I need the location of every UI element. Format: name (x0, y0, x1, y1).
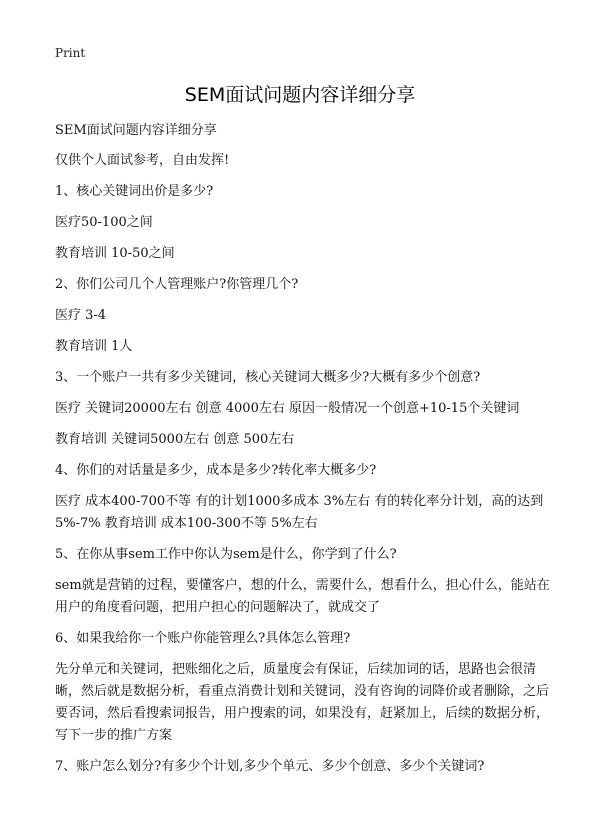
document-title: SEM面试问题内容详细分享 (184, 84, 416, 106)
question-3: 3、一个账户一共有多少关键词，核心关键词大概多少?大概有多少个创意? (55, 370, 481, 385)
answer-3-education: 教育培训 关键词5000左右 创意 500左右 (55, 432, 295, 447)
question-5: 5、在你从事sem工作中你认为sem是什么，你学到了什么? (55, 547, 397, 562)
question-2: 2、你们公司几个人管理账户?你管理几个? (55, 277, 299, 292)
answer-5: sem就是营销的过程，要懂客户，想的什么，需要什么，想看什么，担心什么，能站在用户的角度看问题，把用户担心的问题解决了，就成交了 (55, 578, 550, 615)
answer-1-medical: 医疗50-100之间 (55, 215, 153, 230)
print-label: Print (55, 46, 86, 60)
question-1: 1、核心关键词出价是多少? (55, 184, 214, 199)
question-7: 7、账户怎么划分?有多少个计划,多少个单元、多少个创意、多少个关键词? (55, 759, 485, 774)
answer-2-medical: 医疗 3-4 (55, 308, 107, 323)
intro-paragraph: 仅供个人面试参考，自由发挥! (55, 153, 230, 168)
subtitle-paragraph: SEM面试问题内容详细分享 (55, 123, 217, 138)
answer-3-medical: 医疗 关键词20000左右 创意 4000左右 原因一般情况一个创意+10-15个关键词 (55, 401, 520, 416)
document-body (55, 120, 555, 787)
answer-2-education: 教育培训 1人 (55, 339, 133, 354)
answer-1-education: 教育培训 10-50之间 (55, 246, 175, 261)
answer-6: 先分单元和关键词，把账细化之后，质量度会有保证，后续加词的话，思路也会很清晰，然后就是数据分析，看重点消费计划和关键词，没有咨询的词降价或者删除，之后要否词，然后看搜索词报告，用户搜索的词，如果没有，赶紧加上，后续的数据分析，写下一步的推广方案 (55, 662, 550, 743)
question-6: 6、如果我给你一个账户你能管理么?具体怎么管理? (55, 631, 351, 646)
question-4: 4、你们的对话量是多少，成本是多少?转化率大概多少? (55, 463, 377, 478)
answer-4: 医疗 成本400-700不等 有的计划1000多成本 3%左右 有的转化率分计划，高的达到5%-7% 教育培训 成本100-300不等 5%左右 (55, 494, 544, 531)
